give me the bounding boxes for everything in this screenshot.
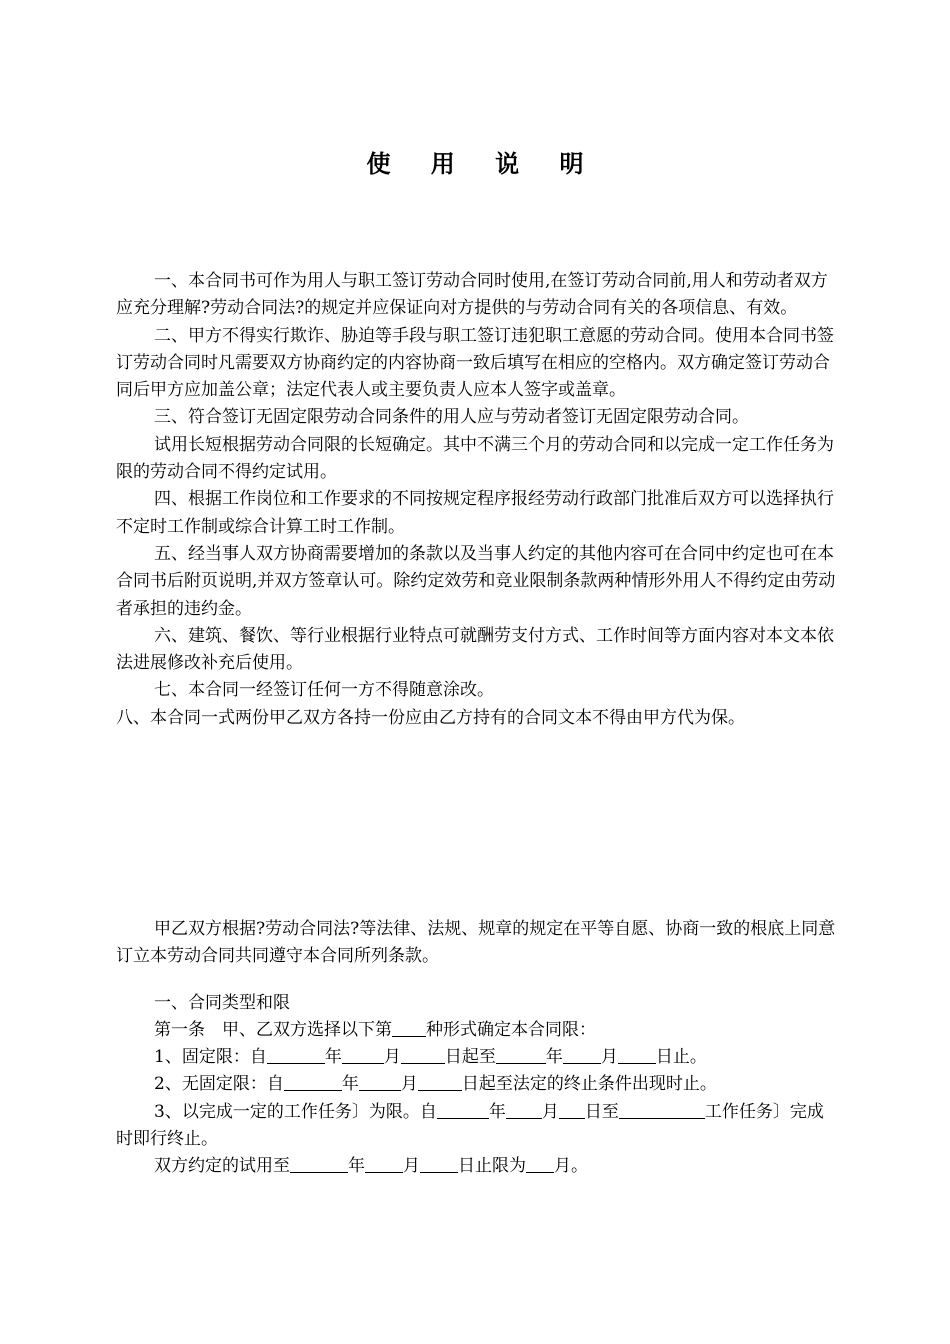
probation-label: 双方约定的试用至 bbox=[154, 1156, 290, 1177]
fixed-end-day-field[interactable] bbox=[618, 1046, 656, 1064]
task-start-day-field[interactable] bbox=[559, 1101, 585, 1119]
task-start-month-field[interactable] bbox=[506, 1101, 542, 1119]
task-term-line bbox=[116, 1099, 838, 1154]
probation-months-field[interactable] bbox=[526, 1155, 554, 1173]
probation-month-label: 月 bbox=[403, 1156, 420, 1177]
fixed-end-month-label: 月 bbox=[600, 1047, 618, 1068]
instruction-paragraph-2: 二、甲方不得实行欺诈、胁迫等手段与职工签订违犯职工意愿的劳动合同。使用本合同书签订劳动合同时凡需要双方协商约定的内容协商一致后填写在相应的空格内。双方确定签订劳动合同后甲方应加盖公章；法定代表人或主要负责人应本人签字或盖章。 bbox=[116, 325, 834, 401]
instruction-paragraph-6: 六、建筑、餐饮、等行业根据行业特点可就酬劳支付方式、工作时间等方面内容对本文本依法进展修改补充后使用。 bbox=[116, 625, 834, 674]
instruction-paragraph-1: 一、本合同书可作为用人与职工签订劳动合同时使用,在签订劳动合同前,用人和劳动者双方应充分理解?劳动合同法?的规定并应保证向对方提供的与劳动合同有关的各项信息、有效。 bbox=[116, 271, 828, 319]
task-day-label: 日至 bbox=[584, 1101, 619, 1122]
probation-day-label: 日止限为 bbox=[458, 1156, 526, 1177]
fixed-term-label: 1、固定限：自 bbox=[154, 1047, 267, 1068]
unfixed-month-label: 月 bbox=[400, 1074, 418, 1095]
unfixed-term-line bbox=[116, 1071, 838, 1098]
instruction-paragraph-8: 八、本合同一式两份甲乙双方各持一份应由乙方持有的合同文本不得由甲方代为保。 bbox=[116, 707, 745, 728]
contract-preamble: 甲乙双方根据?劳动合同法?等法律、法规、规章的规定在平等自愿、协商一致的根底上同意订立本劳动合同共同遵守本合同所列条款。 bbox=[116, 919, 836, 967]
instruction-paragraph-3: 三、符合签订无固定限劳动合同条件的用人应与劳动者签订无固定限劳动合同。 bbox=[154, 407, 749, 428]
instruction-paragraph-probation: 试用长短根据劳动合同限的长短确定。其中不满三个月的劳动合同和以完成一定工作任务为限的劳动合同不得约定试用。 bbox=[116, 434, 834, 483]
instruction-paragraph-5: 五、经当事人双方协商需要增加的条款以及当事人约定的其他内容可在合同中约定也可在本合同书后附页说明,并双方签章认可。除约定效劳和竞业限制条款两种情形外用人不得约定由劳动者承担的违约金。 bbox=[116, 543, 836, 619]
unfixed-start-month-field[interactable] bbox=[359, 1073, 401, 1091]
task-end-label: 工作任务〕完成时即行终止。 bbox=[116, 1101, 824, 1150]
blank-line bbox=[116, 971, 838, 990]
instruction-paragraph-7: 七、本合同一经签订任何一方不得随意涂改。 bbox=[154, 680, 494, 701]
fixed-end-year-field[interactable] bbox=[496, 1046, 546, 1064]
unfixed-year-label: 年 bbox=[341, 1074, 359, 1095]
contract-section bbox=[116, 916, 838, 1181]
fixed-year-label: 年 bbox=[324, 1047, 342, 1068]
probation-year-field[interactable] bbox=[290, 1155, 348, 1173]
unfixed-term-label: 2、无固定限：自 bbox=[154, 1074, 284, 1095]
task-start-year-field[interactable] bbox=[437, 1101, 489, 1119]
unfixed-start-day-field[interactable] bbox=[418, 1073, 462, 1091]
probation-line bbox=[116, 1153, 838, 1180]
probation-day-field[interactable] bbox=[420, 1155, 458, 1173]
probation-year-label: 年 bbox=[348, 1156, 365, 1177]
instruction-paragraph-4: 四、根据工作岗位和工作要求的不同按规定程序报经劳动行政部门批准后双方可以选择执行不定时工作制或综合计算工时工作制。 bbox=[116, 489, 834, 537]
form-type-field[interactable] bbox=[392, 1019, 426, 1037]
probation-end-label: 月。 bbox=[554, 1156, 588, 1177]
section-heading: 一、合同类型和限 bbox=[154, 992, 290, 1013]
fixed-end-year-label: 年 bbox=[545, 1047, 563, 1068]
probation-month-field[interactable] bbox=[365, 1155, 403, 1173]
page-title: 使 用 说 明 bbox=[366, 150, 600, 178]
instructions-section bbox=[116, 268, 838, 732]
task-month-label: 月 bbox=[541, 1101, 559, 1122]
fixed-term-line bbox=[116, 1044, 838, 1071]
article-1-text-b: 种形式确定本合同限： bbox=[426, 1019, 596, 1040]
fixed-end-month-field[interactable] bbox=[563, 1046, 601, 1064]
task-year-label: 年 bbox=[488, 1101, 506, 1122]
fixed-start-day-field[interactable] bbox=[401, 1046, 445, 1064]
fixed-start-month-field[interactable] bbox=[342, 1046, 384, 1064]
fixed-start-year-field[interactable] bbox=[267, 1046, 325, 1064]
unfixed-start-year-field[interactable] bbox=[284, 1073, 342, 1091]
task-description-field[interactable] bbox=[619, 1101, 705, 1119]
article-1-text-a: 第一条 甲、乙双方选择以下第 bbox=[154, 1019, 392, 1040]
fixed-day-label: 日起至 bbox=[444, 1047, 496, 1068]
task-term-label: 3、以完成一定的工作任务〕为限。自 bbox=[154, 1101, 437, 1122]
fixed-month-label: 月 bbox=[383, 1047, 401, 1068]
fixed-end-day-label: 日止。 bbox=[655, 1047, 707, 1068]
article-1 bbox=[116, 1017, 838, 1044]
unfixed-day-label: 日起至法定的终止条件出现时止。 bbox=[461, 1074, 717, 1095]
